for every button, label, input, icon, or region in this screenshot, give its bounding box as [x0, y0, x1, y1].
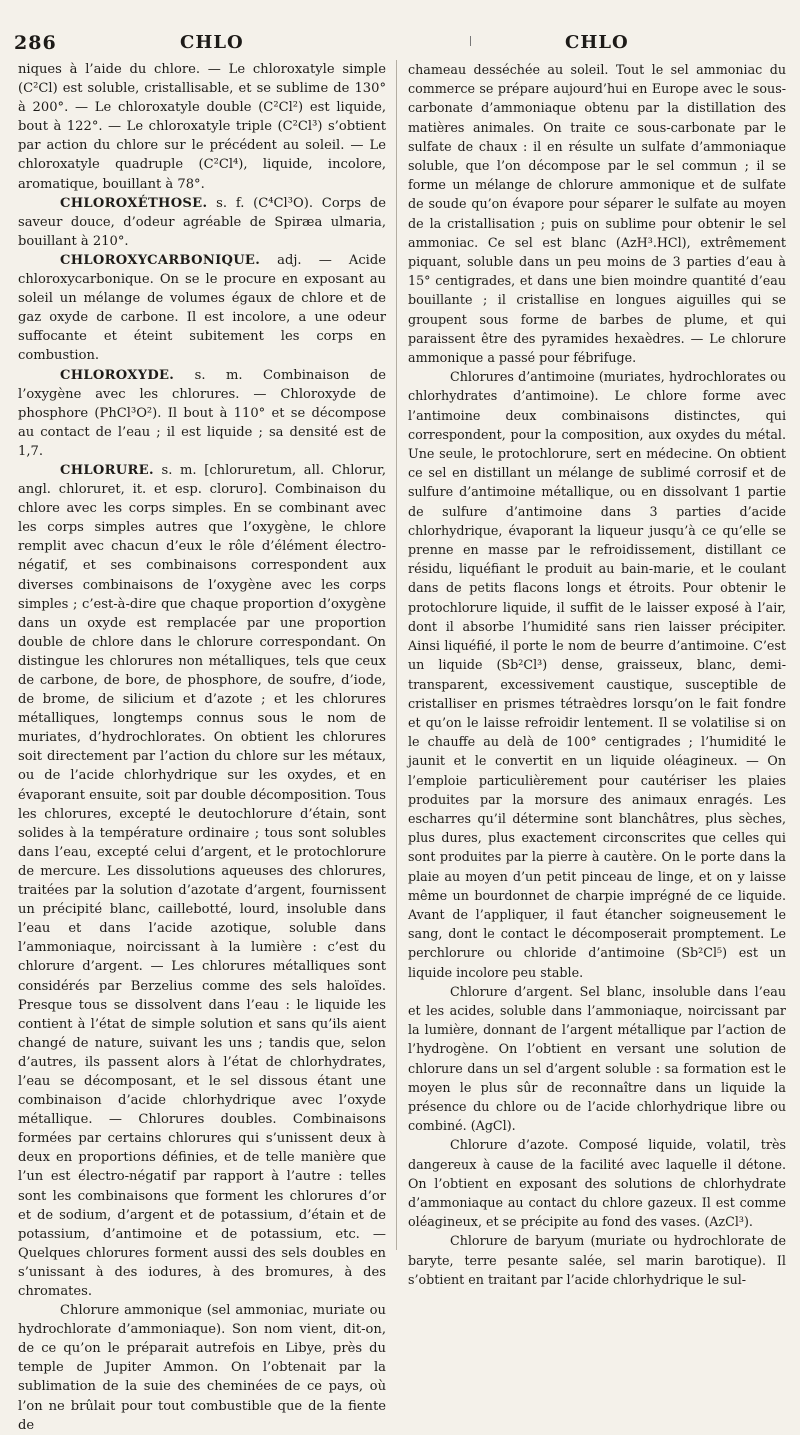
entry-body: s. f. (C⁴Cl³O). Corps de saveur douce, d’odeur agréable de Spiræa ulmaria, bouillant à 210°.: [18, 195, 386, 249]
column-divider: [396, 60, 397, 1250]
right-running-head: CHLO: [565, 32, 629, 53]
entry-chlorure-azote: Chlorure d’azote. Composé liquide, volatil, très dangereux à cause de la facilité avec laquelle il détone. On l’obtient en exposant des solutions de chlorhydrate d’ammoniaque au contact du chlore gazeux. Il est comme oléagineux, et se précipite au fond des vases. (AzCl³).: [408, 1137, 786, 1230]
entry-body: s. m. Combinaison de l’oxygène avec les chlorures. — Chloroxyde de phosphore (PhCl³O²). Il bout à 110° et se décompose au contact de l’eau ; il est liquide ; sa densité est de 1,7.: [18, 367, 386, 459]
entry-body: s. m. [chloruretum, all. Chlorur, angl. chloruret, it. et esp. cloruro]. Combinaison du chlore avec les corps simples. En se combinant avec les corps simples autres que l’oxygène, le chlore remplit avec chacun d’eux le rôle d’élément électro-négatif, et ses combinaisons correspondent aux diverses combinaisons de l’oxygène avec les corps simples ; c’est-à-dire que chaque proportion d’oxygène dans un oxyde est remplacée par une proportion double de chlore dans le chlorure correspondant. On distingue les chlorures non métalliques, tels que ceux de carbone, de bore, de phosphore, de soufre, d’iode, de brome, de silicium et d’azote ; et les chlorures métalliques, longtemps connus sous le nom de muriates, d’hydrochlorates. On obtient les chlorures soit directement par l’action du chlore sur les métaux, ou de l’acide chlorhydrique sur les oxydes, et en évaporant ensuite, soit par double décomposition. Tous les chlorures, excepté le deutochlorure d’étain, sont solides à la température ordinaire ; tous sont solubles dans l’eau, excepté celui d’argent, et le protochlorure de mercure. Les dissolutions aqueuses des chlorures, traitées par la solution d’azotate d’argent, fournissent un précipité blanc, caillebotté, lourd, insoluble dans l’eau et dans l’acide azotique, soluble dans l’ammoniaque, noircissant à la lumière : c’est du chlorure d’argent. — Les chlorures métalliques sont considérés par Berzelius comme des sels haloïdes. Presque tous se dissolvent dans l’eau : le liquide les contient à l’état de simple solution et sans qu’ils aient changé de nature, suivant les uns ; tandis que, selon d’autres, ils passent alors à l’état de chlorhydrates, l’eau se décomposant, et le sel dissous étant une combinaison d’acide chlorhydrique avec l’oxyde métallique. — Chlorures doubles. Combinaisons formées par certains chlorures qui s’unissent deux à deux en proportions définies, et de telle manière que l’un est électro-négatif par rapport à l’autre : telles sont les combinaisons que forment les chlorures d’or et de sodium, d’argent et de potassium, d’étain et de potassium, d’antimoine et de potassium, etc. — Quelques chlorures forment aussi des sels doubles en s’unissant à des iodures, à des bromures, à des chromates.: [18, 462, 386, 1299]
entry-chlorure-ammonique-continuation: chameau desséchée au soleil. Tout le sel ammoniac du commerce se prépare aujourd’hui en Europe avec le sous-carbonate d’ammoniaque obtenu par la distillation des matières animales. On traite ce sous-carbonate par le sulfate de chaux : il en résulte un sulfate d’ammoniaque soluble, que l’on décompose par le sel commun ; il se forme un mélange de chlorure ammonique et de sulfate de soude qu’on évapore pour séparer le sulfate au moyen de la cristallisation ; puis on sublime pour obtenir le sel ammoniac. Ce sel est blanc (AzH³.HCl), extrêmement piquant, soluble dans un peu moins de 3 parties d’eau à 15° centigrades, et dans une bien moindre quantité d’eau bouillante ; il cristallise en longues aiguilles qui se groupent sous forme de barbes de plume, et qui paraissent être des pyramides hexaèdres. — Le chlorure ammonique a passé pour fébrifuge.: [408, 62, 786, 366]
entry-chlorure-argent: Chlorure d’argent. Sel blanc, insoluble dans l’eau et les acides, soluble dans l’ammoniaque, noircissant par la lumière, donnant de l’argent métallique par l’action de l’hydrogène. On l’obtient en versant une solution de chlorure dans un sel d’argent soluble : sa formation est le moyen le plus sûr de reconnaître dans un liquide la présence du chlore ou de l’acide chlorhydrique libre ou combiné. (AgCl).: [408, 983, 786, 1134]
entry-chloroxyde: [18, 366, 386, 461]
headword: CHLOROXYCARBONIQUE.: [60, 252, 261, 268]
entry-chloroxethose: [18, 194, 386, 251]
page-header: [0, 28, 800, 58]
entry-chlorure-ammonique: Chlorure ammonique (sel ammoniac, muriate ou hydrochlorate d’ammoniaque). Son nom vient, dit-on, de ce qu’on le préparait autrefois en Libye, près du temple de Jupiter Ammon. On l’obtenait par la sublimation de la suie des cheminées de ce pays, où l’on ne brûlait pour tout combustible que de la fiente de: [18, 1303, 386, 1433]
entry-chlorures-antimoine: Chlorures d’antimoine (muriates, hydrochlorates ou chlorhydrates d’antimoine). Le chlore forme avec l’antimoine deux combinaisons distinctes, qui correspondent, pour la composition, aux oxydes du métal. Une seule, le protochlorure, sert en médecine. On obtient ce sel en distillant un mélange de sublimé corrosif et de sulfure d’antimoine métallique, ou en dissolvant 1 partie de sulfure d’antimoine dans 3 parties d’acide chlorhydrique, évaporant la liqueur jusqu’à ce qu’elle se prenne en masse par le refroidissement, distillant ce résidu, liquéfiant le produit au bain-marie, et le coulant dans de petits flacons longs et étroits. Pour obtenir le protochlorure liquide, il suffit de le laisser exposé à l’air, dont il absorbe l’humidité sans rien laisser précipiter. Ainsi liquéfié, il porte le nom de beurre d’antimoine. C’est un liquide (Sb²Cl³) dense, graisseux, blanc, demi-transparent, excessivement caustique, susceptible de cristalliser en prismes tétraèdres lorsqu’on le fait fondre et qu’on le laisse refroidir lentement. Il se volatilise si on le chauffe au delà de 100° centigrades ; l’humidité le jaunit et le convertit en un liquide oléagineux. — On l’emploie particulièrement pour cautériser les plaies produites par la morsure des animaux enragés. Les escharres qu’il détermine sont blanchâtres, plus sèches, plus dures, plus exactement circonscrites que celles qui sont produites par la pierre à cautère. On le porte dans la plaie au moyen d’un petit pinceau de linge, et on y laisse même un bourdonnet de charpie imprégné de ce liquide. Avant de l’appliquer, il faut étancher soigneusement le sang, dont le contact le décomposerait promptement. Le perchlorure ou chloride d’antimoine (Sb²Cl⁵) est un liquide incolore peu stable.: [408, 369, 786, 980]
headword: CHLOROXYDE.: [60, 367, 175, 383]
headword: CHLOROXÉTHOSE.: [60, 195, 208, 211]
left-running-head: CHLO: [180, 32, 244, 53]
page-number: 286: [14, 32, 57, 54]
headword: CHLORURE.: [60, 462, 154, 478]
entry-chlorure-baryum: Chlorure de baryum (muriate ou hydrochlorate de baryte, terre pesante salée, sel marin barotique). Il s’obtient en traitant par l’acide chlorhydrique le sul-: [408, 1233, 786, 1287]
right-column: [408, 60, 786, 1289]
entry-body: adj. — Acide chloroxycarbonique. On se le procure en exposant au soleil un mélange de volumes égaux de chlore et de gaz oxyde de carbone. Il est incolore, a une odeur suffocante et éteint subitement les corps en combustion.: [18, 252, 386, 364]
header-tick-mark: [470, 36, 471, 46]
entry-chlorure: [18, 461, 386, 1301]
entry-chloroxatyle-continuation: niques à l’aide du chlore. — Le chloroxatyle simple (C²Cl) est soluble, cristallisable, et se sublime de 130° à 200°. — Le chloroxatyle double (C²Cl²) est liquide, bout à 122°. — Le chloroxatyle triple (C²Cl³) s’obtient par action du chlore sur le précédent au soleil. — Le chloroxatyle quadruple (C²Cl⁴), liquide, incolore, aromatique, bouillant à 78°.: [18, 62, 386, 192]
entry-chloroxycarbonique: [18, 251, 386, 366]
left-column: [18, 60, 386, 1435]
